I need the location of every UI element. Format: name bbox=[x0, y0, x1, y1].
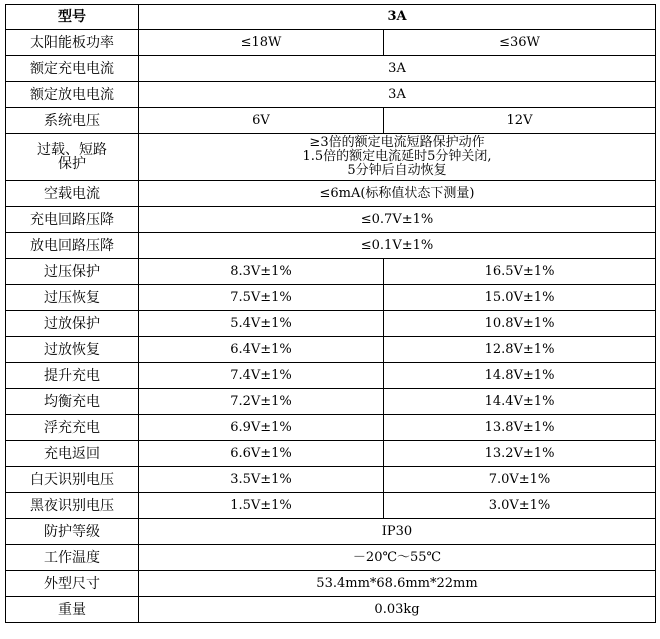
model-label: 型号 bbox=[6, 5, 139, 30]
row-value: ≤0.7V±1% bbox=[139, 207, 656, 233]
row-value-6v: 7.2V±1% bbox=[139, 389, 384, 415]
row-value-line: ≥3倍的额定电流短路保护动作 bbox=[309, 135, 485, 150]
row-label-line: 保护 bbox=[58, 156, 86, 172]
row-value-line: 1.5倍的额定电流延时5分钟关闭, bbox=[302, 149, 492, 164]
table-row bbox=[6, 285, 656, 311]
table-row bbox=[6, 389, 656, 415]
spec-table bbox=[5, 4, 656, 623]
row-label: 过压恢复 bbox=[6, 285, 139, 311]
row-label: 系统电压 bbox=[6, 108, 139, 134]
row-label: 均衡充电 bbox=[6, 389, 139, 415]
row-value-line: 5分钟后自动恢复 bbox=[347, 163, 447, 178]
table-row bbox=[6, 311, 656, 337]
row-label: 外型尺寸 bbox=[6, 571, 139, 597]
row-label: 充电返回 bbox=[6, 441, 139, 467]
table-row bbox=[6, 233, 656, 259]
table-header-row bbox=[6, 5, 656, 30]
row-value-12v: 13.8V±1% bbox=[384, 415, 656, 441]
table-row bbox=[6, 467, 656, 493]
table-row bbox=[6, 82, 656, 108]
model-value: 3A bbox=[139, 5, 656, 30]
row-value: 3A bbox=[139, 56, 656, 82]
row-label: 过放保护 bbox=[6, 311, 139, 337]
row-value-6v: ≤18W bbox=[139, 30, 384, 56]
row-label: 防护等级 bbox=[6, 519, 139, 545]
table-row bbox=[6, 493, 656, 519]
row-value-12v: 16.5V±1% bbox=[384, 259, 656, 285]
table-row bbox=[6, 30, 656, 56]
row-value-12v: ≤36W bbox=[384, 30, 656, 56]
row-value: ≤0.1V±1% bbox=[139, 233, 656, 259]
row-label: 黑夜识别电压 bbox=[6, 493, 139, 519]
row-value: 3A bbox=[139, 82, 656, 108]
row-value: －20℃～55℃ bbox=[139, 545, 656, 571]
row-value-12v: 12.8V±1% bbox=[384, 337, 656, 363]
row-label: 过放恢复 bbox=[6, 337, 139, 363]
row-label bbox=[6, 134, 139, 181]
row-value-12v: 15.0V±1% bbox=[384, 285, 656, 311]
row-value-6v: 1.5V±1% bbox=[139, 493, 384, 519]
row-label: 充电回路压降 bbox=[6, 207, 139, 233]
row-value-6v: 6.6V±1% bbox=[139, 441, 384, 467]
table-row bbox=[6, 519, 656, 545]
row-value-6v: 6V bbox=[139, 108, 384, 134]
row-value-12v: 13.2V±1% bbox=[384, 441, 656, 467]
row-label: 太阳能板功率 bbox=[6, 30, 139, 56]
row-value-6v: 7.5V±1% bbox=[139, 285, 384, 311]
table-row bbox=[6, 134, 656, 181]
table-row bbox=[6, 597, 656, 623]
table-row bbox=[6, 441, 656, 467]
table-row bbox=[6, 207, 656, 233]
row-value-6v: 7.4V±1% bbox=[139, 363, 384, 389]
table-row bbox=[6, 56, 656, 82]
table-row bbox=[6, 259, 656, 285]
row-value-12v: 7.0V±1% bbox=[384, 467, 656, 493]
row-value-12v: 12V bbox=[384, 108, 656, 134]
row-value-12v: 3.0V±1% bbox=[384, 493, 656, 519]
row-value: 0.03kg bbox=[139, 597, 656, 623]
row-value bbox=[139, 134, 656, 181]
table-row bbox=[6, 337, 656, 363]
row-label: 重量 bbox=[6, 597, 139, 623]
row-value-12v: 14.4V±1% bbox=[384, 389, 656, 415]
row-value-6v: 3.5V±1% bbox=[139, 467, 384, 493]
row-label: 工作温度 bbox=[6, 545, 139, 571]
row-value: IP30 bbox=[139, 519, 656, 545]
row-value: ≤6mA(标称值状态下测量) bbox=[139, 181, 656, 207]
row-label: 额定充电电流 bbox=[6, 56, 139, 82]
row-label: 放电回路压降 bbox=[6, 233, 139, 259]
row-label: 提升充电 bbox=[6, 363, 139, 389]
table-row bbox=[6, 545, 656, 571]
row-value-6v: 8.3V±1% bbox=[139, 259, 384, 285]
row-value-6v: 6.9V±1% bbox=[139, 415, 384, 441]
table-row bbox=[6, 571, 656, 597]
table-row bbox=[6, 415, 656, 441]
row-label: 浮充充电 bbox=[6, 415, 139, 441]
row-label: 过压保护 bbox=[6, 259, 139, 285]
row-value: 53.4mm*68.6mm*22mm bbox=[139, 571, 656, 597]
table-row bbox=[6, 181, 656, 207]
table-row bbox=[6, 108, 656, 134]
row-value-6v: 6.4V±1% bbox=[139, 337, 384, 363]
row-label-line: 过载、短路 bbox=[37, 142, 107, 158]
table-row bbox=[6, 363, 656, 389]
row-label: 额定放电电流 bbox=[6, 82, 139, 108]
row-value-12v: 10.8V±1% bbox=[384, 311, 656, 337]
row-label: 空载电流 bbox=[6, 181, 139, 207]
row-value-12v: 14.8V±1% bbox=[384, 363, 656, 389]
row-label: 白天识别电压 bbox=[6, 467, 139, 493]
row-value-6v: 5.4V±1% bbox=[139, 311, 384, 337]
